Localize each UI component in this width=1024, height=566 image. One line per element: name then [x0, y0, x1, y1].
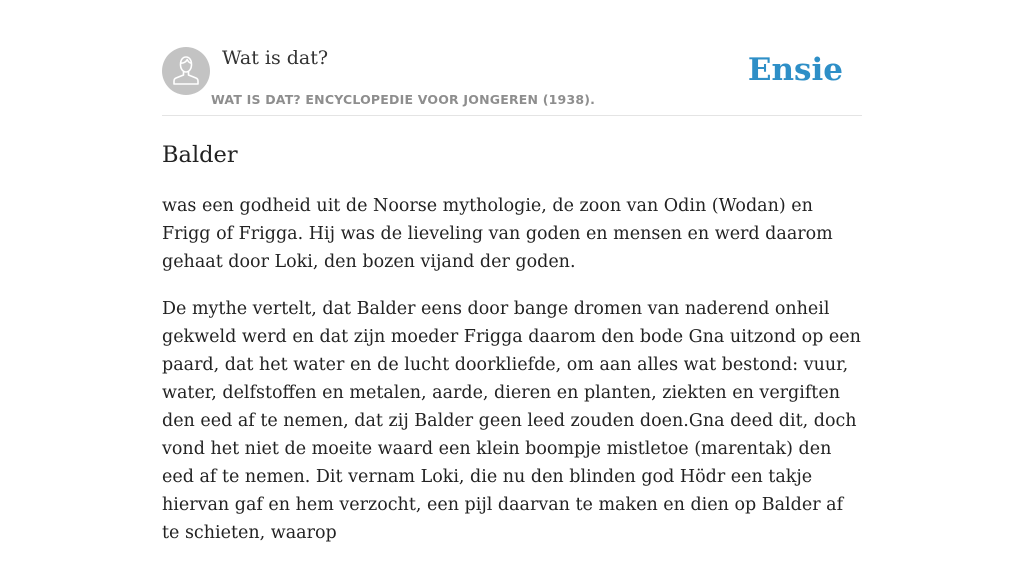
- user-icon: [162, 47, 210, 95]
- article: [162, 140, 862, 566]
- article-title: Balder: [162, 142, 238, 168]
- source-avatar[interactable]: [162, 47, 210, 95]
- ensie-logo[interactable]: Ensie: [747, 52, 843, 88]
- article-paragraph: De mythe vertelt, dat Balder eens door bange dromen van naderend onheil gekweld werd en dat zijn moeder Frigga daarom den bode Gna uitzond op een paard, dat het water en de lucht doorkliefde, om aan alles wat bestond: vuur, water, delfstoffen en metalen, aarde, dieren en planten, ziekten en vergiften den eed af te nemen, dat zij Balder geen leed zouden doen.Gna deed dit, doch vond het niet de moeite waard een klein boompje mistletoe (marentak) den eed af te nemen. Dit vernam Loki, die nu den blinden god Hödr een takje hiervan gaf en hem verzocht, een pijl daarvan te maken en dien op Balder af te schieten, waarop: [162, 299, 861, 543]
- source-subtitle: WAT IS DAT? ENCYCLOPEDIE VOOR JONGEREN (1938).: [211, 92, 596, 107]
- source-title[interactable]: Wat is dat?: [222, 47, 329, 69]
- article-paragraph: was een godheid uit de Noorse mythologie, de zoon van Odin (Wodan) en Frigg of Frigga. Hij was de lieveling van goden en mensen en werd daarom gehaat door Loki, den bozen vijand der goden.: [162, 196, 833, 272]
- source-header: [162, 46, 862, 116]
